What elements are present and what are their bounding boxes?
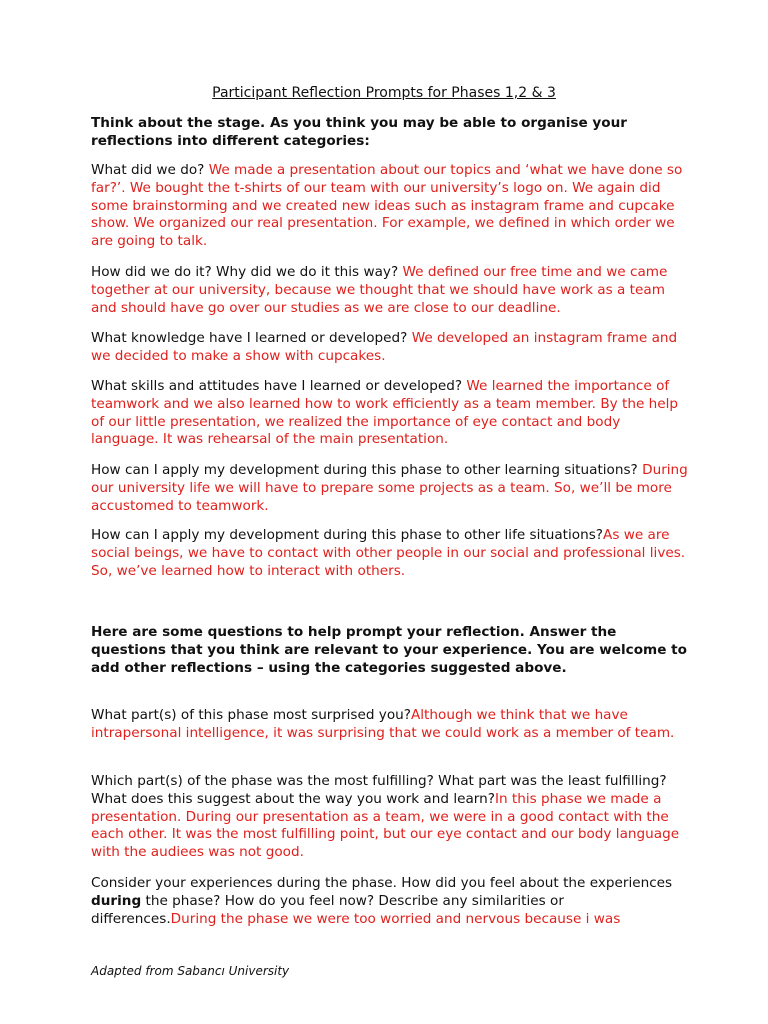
answer-text: We learned the importance of teamwork and we also learned how to work efficiently as a team member. By the help of our little presentation, we realized the importance of eye contact and body language. It was rehearsal of the main presentation. bbox=[91, 378, 679, 448]
intro2-paragraph: Here are some questions to help prompt your reflection. Answer the questions that you think are relevant to your experience. You are welcome to add other reflections – using the categories suggested above. bbox=[91, 624, 687, 676]
answer-text: We developed an instagram frame and we decided to make a show with cupcakes. bbox=[91, 330, 678, 364]
answer-text: During the phase we were too worried and nervous because i was bbox=[170, 910, 621, 927]
question-text: What did we do? bbox=[91, 162, 209, 178]
question-text: How did we do it? Why did we do it this way? bbox=[91, 264, 403, 280]
section-knowledge bbox=[91, 330, 691, 366]
question-text: What part(s) of this phase most surprised you? bbox=[91, 707, 411, 723]
answer-text: We made a presentation about our topics and ‘what we have done so far?’. We bought the t-shirts of our team with our university’s logo on. We again did some brainstorming and we created new ideas such as instagram frame and cupcake show. We organized our real presentation. For example, we defined in which order we are going to talk. bbox=[91, 162, 683, 250]
question-text: What skills and attitudes have I learned or developed? bbox=[91, 378, 467, 394]
section-experiences bbox=[91, 875, 691, 928]
question-text: Which part(s) of the phase was the most fulfilling? What part was the least fulfilling? What does this suggest about the way you work and learn? bbox=[91, 773, 667, 807]
question-text-continued: the phase? How do you feel now? Describe any similarities or differences. bbox=[91, 892, 564, 927]
section-fulfilling bbox=[91, 773, 691, 862]
section-skills bbox=[91, 378, 691, 449]
question-text: How can I apply my development during this phase to other learning situations? bbox=[91, 462, 643, 478]
answer-text: In this phase we made a presentation. During our presentation as a team, we were in a good contact with the each other. It was the most fulfilling point, but our eye contact and our body language with the audiees was not good. bbox=[91, 790, 680, 861]
question-emphasis: during bbox=[91, 892, 142, 909]
answer-text: We defined our free time and we came together at our university, because we thought that we should have work as a team and should have go over our studies as we are close to our deadline. bbox=[91, 264, 668, 316]
answer-text: Although we think that we have intrapersonal intelligence, it was surprising that we could work as a member of team. bbox=[91, 707, 675, 741]
section-life-situations bbox=[91, 527, 691, 580]
question-text: Consider your experiences during the phase. How did you feel about the experiences bbox=[91, 875, 673, 891]
footer-attribution: Adapted from Sabancı University bbox=[91, 964, 290, 978]
document-title: Participant Reflection Prompts for Phases 1,2 & 3 bbox=[212, 85, 556, 101]
section-learning-situations bbox=[91, 462, 691, 515]
question-text: What knowledge have I learned or developed? bbox=[91, 330, 412, 346]
section-what-did-we-do bbox=[91, 162, 691, 251]
section-how-did-we-do-it bbox=[91, 264, 691, 317]
question-text: How can I apply my development during this phase to other life situations? bbox=[91, 527, 604, 543]
answer-text: During our university life we will have to prepare some projects as a team. So, we’ll be more accustomed to teamwork. bbox=[91, 462, 688, 514]
answer-text: As we are social beings, we have to contact with other people in our social and professional lives. So, we’ve learned how to interact with others. bbox=[91, 527, 686, 579]
intro-paragraph: Think about the stage. As you think you may be able to organise your reflections into different categories: bbox=[91, 115, 627, 149]
section-surprised bbox=[91, 707, 691, 743]
